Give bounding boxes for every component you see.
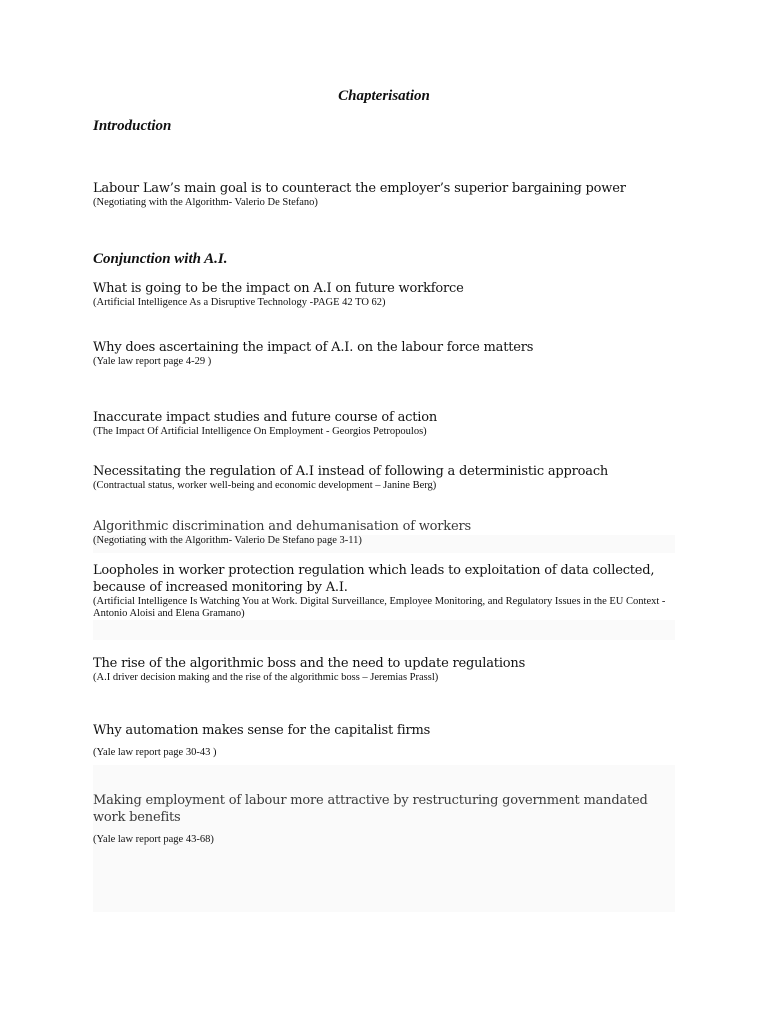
entry-reference: (The Impact Of Artificial Intelligence On Employment - Georgios Petropoulos) — [93, 426, 427, 437]
entry-ascertaining-impact — [93, 339, 673, 368]
entry-algorithmic-boss — [93, 655, 673, 684]
entry-reference: (Yale law report page 43-68) — [93, 834, 214, 845]
entry-title: What is going to be the impact on A.I on future workforce — [93, 281, 464, 296]
entry-algorithmic-discrimination — [93, 518, 673, 547]
introduction-heading: Introduction — [93, 118, 172, 134]
entry-impact-future-workforce — [93, 280, 673, 309]
entry-title: Why automation makes sense for the capitalist firms — [93, 723, 431, 738]
entry-title: Labour Law’s main goal is to counteract the employer’s superior bargaining power — [93, 181, 626, 196]
entry-title: Making employment of labour more attractive by restructuring government mandated work benefits — [93, 793, 648, 825]
entry-reference: (Negotiating with the Algorithm- Valerio De Stefano) — [93, 197, 318, 208]
entry-title: The rise of the algorithmic boss and the need to update regulations — [93, 656, 526, 671]
entry-title: Inaccurate impact studies and future course of action — [93, 410, 438, 425]
entry-employment-attractive — [93, 792, 673, 846]
entry-reference: (Artificial Intelligence Is Watching You at Work. Digital Surveillance, Employee Monitoring, and Regulatory Issues in the EU Context - Antonio Aloisi and Elena Gramano) — [93, 596, 666, 619]
document-title: Chapterisation — [338, 88, 430, 104]
entry-labour-law-goal — [93, 180, 673, 209]
entry-reference: (Yale law report page 30-43 ) — [93, 747, 217, 758]
entry-inaccurate-studies — [93, 409, 673, 438]
shaded-block-2 — [93, 620, 675, 640]
conjunction-heading: Conjunction with A.I. — [93, 251, 228, 267]
entry-reference: (Artificial Intelligence As a Disruptive Technology -PAGE 42 TO 62) — [93, 297, 386, 308]
entry-reference: (A.I driver decision making and the rise of the algorithmic boss – Jeremias Prassl) — [93, 672, 439, 683]
entry-reference: (Contractual status, worker well-being and economic development – Janine Berg) — [93, 480, 437, 491]
entry-title: Necessitating the regulation of A.I instead of following a deterministic approach — [93, 464, 609, 479]
entry-automation-capitalist-firms — [93, 722, 673, 759]
entry-reference: (Yale law report page 4-29 ) — [93, 356, 212, 367]
entry-title: Loopholes in worker protection regulation which leads to exploitation of data collected, because of increased monitoring by A.I. — [93, 563, 655, 595]
entry-reference: (Negotiating with the Algorithm- Valerio De Stefano page 3-11) — [93, 535, 362, 546]
entry-regulation-of-ai — [93, 463, 673, 492]
entry-title: Why does ascertaining the impact of A.I. on the labour force matters — [93, 340, 534, 355]
entry-title: Algorithmic discrimination and dehumanisation of workers — [93, 519, 471, 534]
entry-loopholes-worker-protection — [93, 562, 673, 620]
